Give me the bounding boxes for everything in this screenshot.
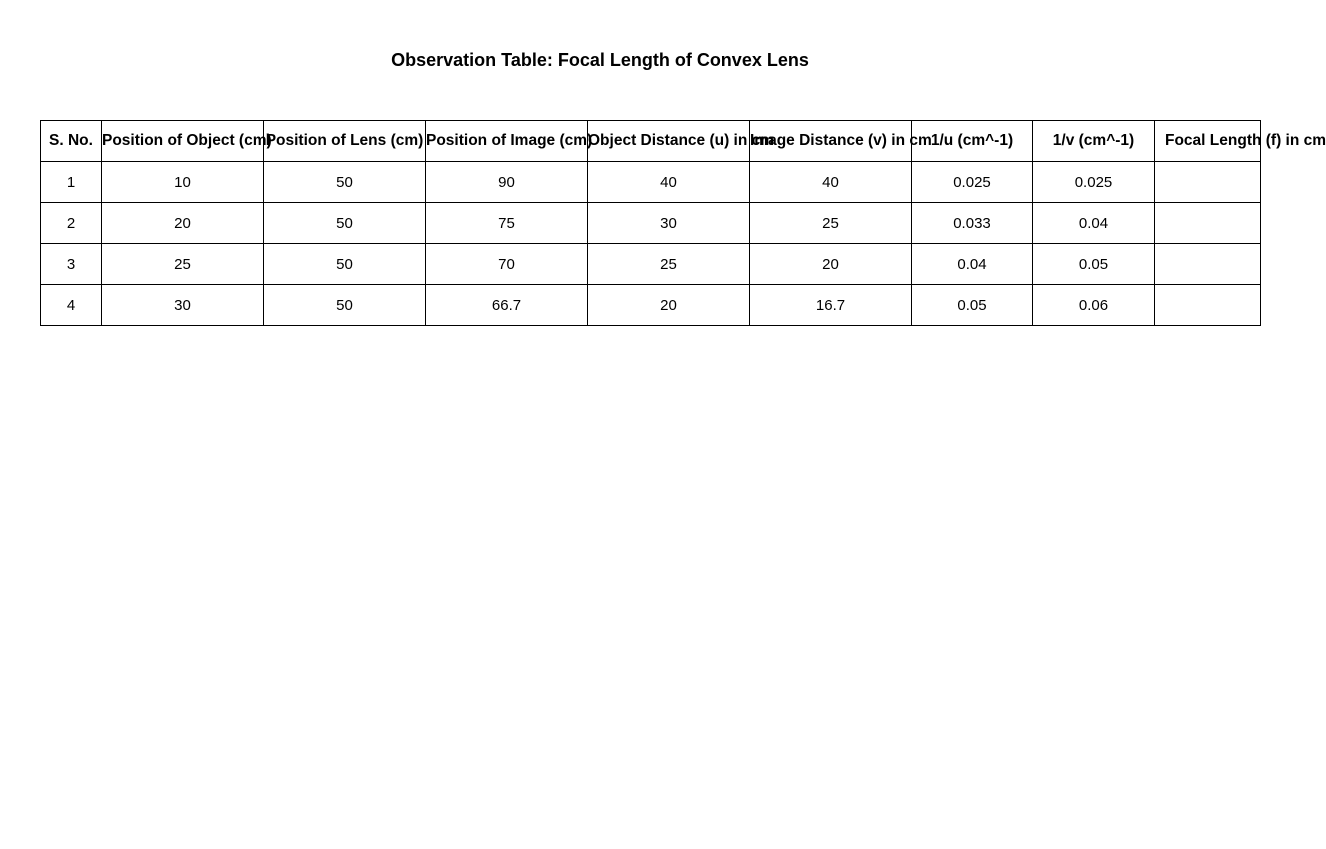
table-cell: 20 bbox=[750, 244, 912, 285]
table-cell: 30 bbox=[102, 285, 264, 326]
table-cell: 50 bbox=[264, 162, 426, 203]
table-row bbox=[41, 244, 1261, 285]
header-focal-length: Focal Length (f) in cm bbox=[1155, 121, 1261, 162]
table-cell bbox=[1155, 162, 1261, 203]
table-header-row bbox=[41, 121, 1261, 162]
table-cell bbox=[1155, 244, 1261, 285]
table-cell: 2 bbox=[41, 203, 102, 244]
table-cell: 30 bbox=[588, 203, 750, 244]
table-cell: 25 bbox=[750, 203, 912, 244]
table-cell: 0.025 bbox=[1033, 162, 1155, 203]
observation-table bbox=[40, 120, 1326, 326]
table-cell: 10 bbox=[102, 162, 264, 203]
page-title: Observation Table: Focal Length of Convex Lens bbox=[391, 50, 809, 70]
table-cell: 0.06 bbox=[1033, 285, 1155, 326]
table-cell: 20 bbox=[588, 285, 750, 326]
table-cell: 20 bbox=[102, 203, 264, 244]
table-cell bbox=[1155, 203, 1261, 244]
table-cell: 1 bbox=[41, 162, 102, 203]
table-cell: 40 bbox=[750, 162, 912, 203]
table-cell: 25 bbox=[588, 244, 750, 285]
header-serial-number: S. No. bbox=[41, 121, 102, 162]
table-cell: 50 bbox=[264, 244, 426, 285]
header-lens-position: Position of Lens (cm) bbox=[264, 121, 426, 162]
table-cell: 40 bbox=[588, 162, 750, 203]
header-object-position: Position of Object (cm) bbox=[102, 121, 264, 162]
table-row bbox=[41, 285, 1261, 326]
table-cell: 3 bbox=[41, 244, 102, 285]
table-cell: 70 bbox=[426, 244, 588, 285]
table-cell bbox=[1155, 285, 1261, 326]
table-cell: 0.04 bbox=[1033, 203, 1155, 244]
table-cell: 0.05 bbox=[912, 285, 1033, 326]
header-object-distance: Object Distance (u) in cm bbox=[588, 121, 750, 162]
header-reciprocal-u: 1/u (cm^-1) bbox=[912, 121, 1033, 162]
header-image-distance: Image Distance (v) in cm bbox=[750, 121, 912, 162]
header-reciprocal-v: 1/v (cm^-1) bbox=[1033, 121, 1155, 162]
table-cell: 0.05 bbox=[1033, 244, 1155, 285]
table-cell: 0.025 bbox=[912, 162, 1033, 203]
table-row bbox=[41, 203, 1261, 244]
table-cell: 50 bbox=[264, 203, 426, 244]
table-row bbox=[41, 162, 1261, 203]
table-cell: 25 bbox=[102, 244, 264, 285]
header-image-position: Position of Image (cm) bbox=[426, 121, 588, 162]
table-cell: 4 bbox=[41, 285, 102, 326]
table-cell: 90 bbox=[426, 162, 588, 203]
table-cell: 0.04 bbox=[912, 244, 1033, 285]
table-cell: 66.7 bbox=[426, 285, 588, 326]
table-cell: 50 bbox=[264, 285, 426, 326]
table-cell: 75 bbox=[426, 203, 588, 244]
table-cell: 0.033 bbox=[912, 203, 1033, 244]
table-cell: 16.7 bbox=[750, 285, 912, 326]
observation-table-container bbox=[40, 120, 1326, 326]
